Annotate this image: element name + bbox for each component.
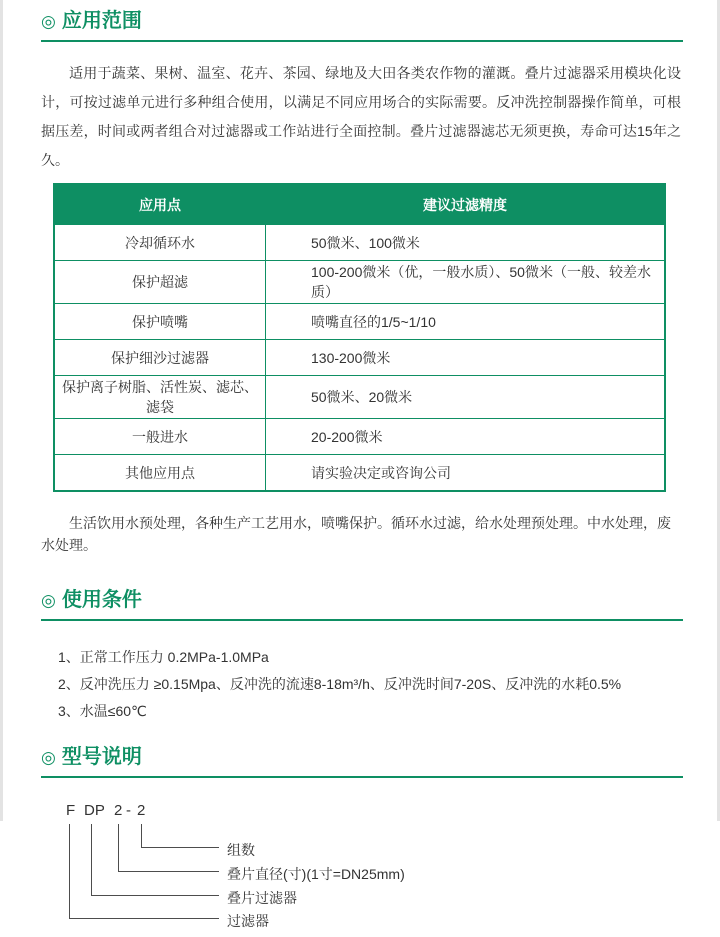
connector-line-vertical [118, 824, 119, 871]
section-bullet-icon: ◎ [41, 747, 56, 767]
spacer [3, 725, 717, 745]
cell-precision: 50微米、20微米 [266, 376, 666, 419]
filtration-spec-table [53, 183, 666, 492]
section-divider [41, 40, 683, 42]
column-header-application-point: 应用点 [54, 184, 266, 225]
table-row [54, 455, 665, 492]
model-code-part-groups: 2 [137, 802, 146, 819]
model-code-part-diameter: 2 [114, 802, 123, 819]
connector-line-horizontal [141, 847, 219, 848]
model-label-disc-diameter: 叠片直径(寸)(1寸=DN25mm) [227, 866, 405, 882]
table-body [54, 225, 665, 492]
cell-application-point: 一般进水 [54, 419, 266, 455]
condition-item: 3、水温≤60℃ [58, 703, 147, 719]
section-title-text: 应用范围 [61, 10, 142, 32]
connector-line-vertical [69, 824, 70, 918]
cell-precision: 20-200微米 [266, 419, 666, 455]
column-header-filtration-precision: 建议过滤精度 [266, 184, 666, 225]
cell-precision: 喷嘴直径的1/5~1/10 [266, 304, 666, 340]
section-divider [41, 776, 683, 778]
condition-item: 1、正常工作压力 0.2MPa-1.0MPa [58, 649, 269, 665]
table-row [54, 419, 665, 455]
section-bullet-icon: ◎ [41, 11, 56, 31]
model-label-filter: 过滤器 [227, 913, 269, 929]
application-outro-paragraph: 生活饮用水预处理，各种生产工艺用水，喷嘴保护。循环水过滤，给水处理预处理。中水处理，废水处理。 [41, 515, 671, 553]
application-intro-paragraph: 适用于蔬菜、果树、温室、花卉、茶园、绿地及大田各类农作物的灌溉。叠片过滤器采用模块化设计，可按过滤单元进行多种组合使用，以满足不同应用场合的实际需要。反冲洗控制器操作简单，可根据压差，时间或两者组合对过滤器或工作站进行全面控制。叠片过滤器滤芯无须更换，寿命可达15年之久。 [41, 65, 681, 168]
connector-line-horizontal [91, 895, 219, 896]
section-divider [41, 619, 683, 621]
model-label-disc-filter: 叠片过滤器 [227, 890, 297, 906]
section-bullet-icon: ◎ [41, 590, 56, 610]
cell-application-point: 保护超滤 [54, 261, 266, 304]
table-header-row [54, 184, 665, 225]
table-row [54, 340, 665, 376]
cell-precision: 130-200微米 [266, 340, 666, 376]
table-row [54, 261, 665, 304]
cell-precision: 100-200微米（优，一般水质）、50微米（一般、较差水质） [266, 261, 666, 304]
connector-line-vertical [141, 824, 142, 847]
usage-conditions-list [58, 644, 681, 725]
cell-application-point: 保护离子树脂、活性炭、滤芯、滤袋 [54, 376, 266, 419]
section-heading-application [41, 0, 683, 33]
cell-application-point: 保护细沙过滤器 [54, 340, 266, 376]
model-code-part-dp: DP [84, 802, 105, 819]
table-row [54, 225, 665, 261]
section-title-text: 型号说明 [61, 746, 142, 768]
section-title-text: 使用条件 [61, 589, 142, 611]
table-row [54, 304, 665, 340]
table-row [54, 376, 665, 419]
model-code-diagram [41, 802, 717, 937]
table-head [54, 184, 665, 225]
cell-application-point: 其他应用点 [54, 455, 266, 492]
connector-line-vertical [91, 824, 92, 895]
model-code-part-f: F [66, 802, 76, 819]
cell-precision: 50微米、100微米 [266, 225, 666, 261]
model-label-groups: 组数 [227, 842, 255, 858]
section-heading-conditions [41, 588, 683, 612]
connector-line-horizontal [118, 871, 219, 872]
section-heading-model [41, 745, 683, 769]
cell-application-point: 冷却循环水 [54, 225, 266, 261]
condition-item: 2、反冲洗压力 ≥0.15Mpa、反冲洗的流速8-18m³/h、反冲洗时间7-20S、反冲洗的水耗0.5% [58, 676, 622, 692]
spacer [3, 556, 717, 588]
cell-application-point: 保护喷嘴 [54, 304, 266, 340]
connector-line-horizontal [69, 918, 219, 919]
cell-precision: 请实验决定或咨询公司 [266, 455, 666, 492]
model-code-part-dash: - [126, 802, 131, 819]
